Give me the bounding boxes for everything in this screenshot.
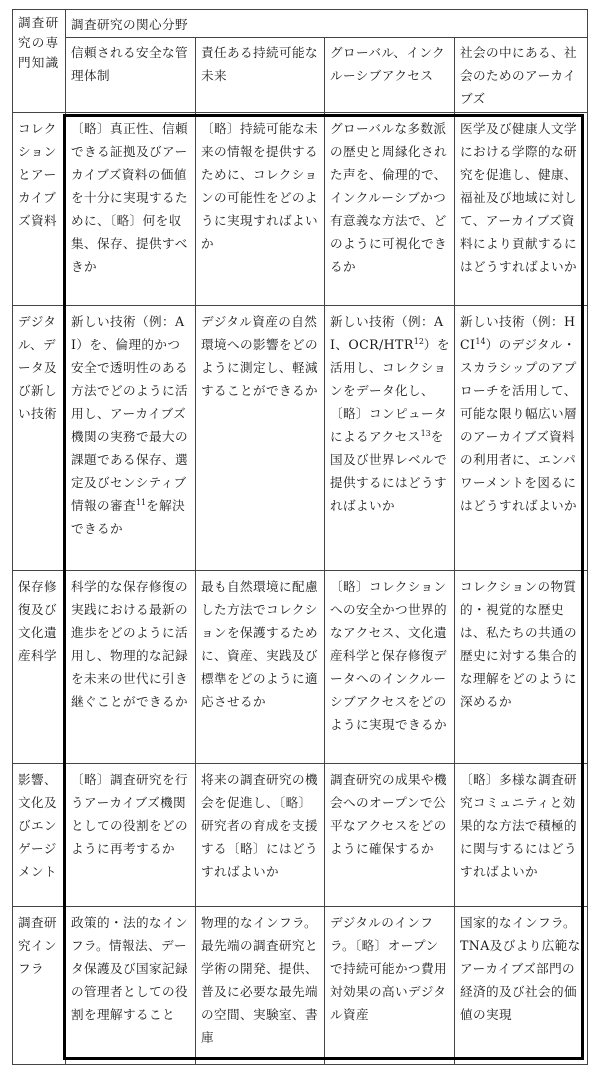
table-cell xyxy=(455,306,588,571)
table-cell: 〔略〕真正性、信頼できる証拠及びアーカイブズ資料の価値を十分に実現するために、〔略〕何を収集、保存、提供すべきか xyxy=(66,113,196,306)
footnote-marker: 13 xyxy=(420,429,431,439)
table-cell: コレクションの物質的・視覚的な歴史は、私たちの共通の歴史に対する集合的な理解をどのように深めるか xyxy=(455,571,588,764)
cell-text: を国及び世界レベルで提供するにはどうすればよいか xyxy=(330,429,447,514)
row-header: コレクションとアーカイブズ資料 xyxy=(13,113,66,306)
column-header: グローバル、インクルーシブアクセス xyxy=(325,38,455,113)
column-header: 社会の中にある、社会のためのアーカイブズ xyxy=(455,38,588,113)
table-cell: 〔略〕多様な調査研究コミュニティと効果的な方法で積極的に関与するにはどうすればよいか xyxy=(455,763,588,907)
cell-text: ）のデジタル・スカラシップのアプローチを活用して、可能な限り幅広い層のアーカイブズ資料の利用者に、エンパワーメントを図るにはどうすればよいか xyxy=(460,337,577,514)
row-header: 調査研究インフラ xyxy=(13,907,66,1065)
column-header: 信頼される安全な管理体制 xyxy=(66,38,196,113)
table-cell: 政策的・法的なインフラ。情報法、データ保護及び国家記録の管理者としての役割を理解すること xyxy=(66,907,196,1065)
table-row xyxy=(13,907,588,1065)
cell-text: を解決できるか xyxy=(71,498,186,537)
table-cell: 調査研究の成果や機会へのオープンで公平なアクセスをどのように確保するか xyxy=(325,763,455,907)
table-row xyxy=(13,113,588,306)
table-row xyxy=(13,571,588,764)
row-header: デジタル、データ及び新しい技術 xyxy=(13,306,66,571)
research-interest-header: 調査研究の関心分野 xyxy=(66,10,588,38)
table-cell: デジタルのインフラ。〔略〕オープンで持続可能かつ費用対効果の高いデジタル資産 xyxy=(325,907,455,1065)
cell-text: 新しい技術（例：AI、OCR/HTR xyxy=(330,314,444,353)
cell-text: 新しい技術（例：HCI xyxy=(460,314,576,353)
table-cell: グローバルな多数派の歴史と周縁化された声を、倫理的で、インクルーシブかつ有意義な方法で、どのように可視化できるか xyxy=(325,113,455,306)
table-cell: 〔略〕コレクションへの安全かつ世界的なアクセス、文化遺産科学と保存修復データへのインクルーシブアクセスをどのように実現できるか xyxy=(325,571,455,764)
table-row xyxy=(13,763,588,907)
cell-text: ）を活用し、コレクションをデータ化し、〔略〕コンピュータによるアクセス xyxy=(330,337,450,445)
column-header: 責任ある持続可能な未来 xyxy=(196,38,325,113)
table-cell: 〔略〕持続可能な未来の情報を提供するために、コレクションの可能性をどのように実現すればよいか xyxy=(196,113,325,306)
table-cell xyxy=(66,306,196,571)
cell-text: 新しい技術（例：AI）を、倫理的かつ安全で透明性のある方法でどのように活用し、アーカイブズ機関の実務で最大の課題である保存、選定及びセンシティブ情報の審査 xyxy=(71,314,188,514)
table-row xyxy=(13,306,588,571)
footnote-marker: 14 xyxy=(475,337,486,347)
table-cell: 物理的なインフラ。最先端の調査研究と学術の開発、提供、普及に必要な最先端の空間、実験室、書庫 xyxy=(196,907,325,1065)
research-interest-table xyxy=(12,9,588,1065)
table-cell: 科学的な保存修復の実践における最新の進歩をどのように活用し、物理的な記録を未来の世代に引き継ぐことができるか xyxy=(66,571,196,764)
row-header: 影響、文化及びエンゲージメント xyxy=(13,763,66,907)
table-cell: 医学及び健康人文学における学際的な研究を促進し、健康、福祉及び地域に対して、アーカイブズ資料により貢献するにはどうすればよいか xyxy=(455,113,588,306)
table-cell: 将来の調査研究の機会を促進し、〔略〕研究者の育成を支援する〔略〕にはどうすればよいか xyxy=(196,763,325,907)
footnote-marker: 11 xyxy=(135,498,147,508)
footnote-marker: 12 xyxy=(413,337,424,347)
table-cell: 最も自然環境に配慮した方法でコレクションを保護するために、資産、実践及び標準をどのように適応させるか xyxy=(196,571,325,764)
corner-header: 調査研究の専門知識 xyxy=(13,10,66,113)
table-cell: 〔略〕調査研究を行うアーカイブズ機関としての役割をどのように再考するか xyxy=(66,763,196,907)
table-cell xyxy=(325,306,455,571)
row-header: 保存修復及び文化遺産科学 xyxy=(13,571,66,764)
table-cell: デジタル資産の自然環境への影響をどのように測定し、軽減することができるか xyxy=(196,306,325,571)
table-cell: 国家的なインフラ。TNA及びより広範なアーカイブズ部門の経済的及び社会的価値の実現 xyxy=(455,907,588,1065)
